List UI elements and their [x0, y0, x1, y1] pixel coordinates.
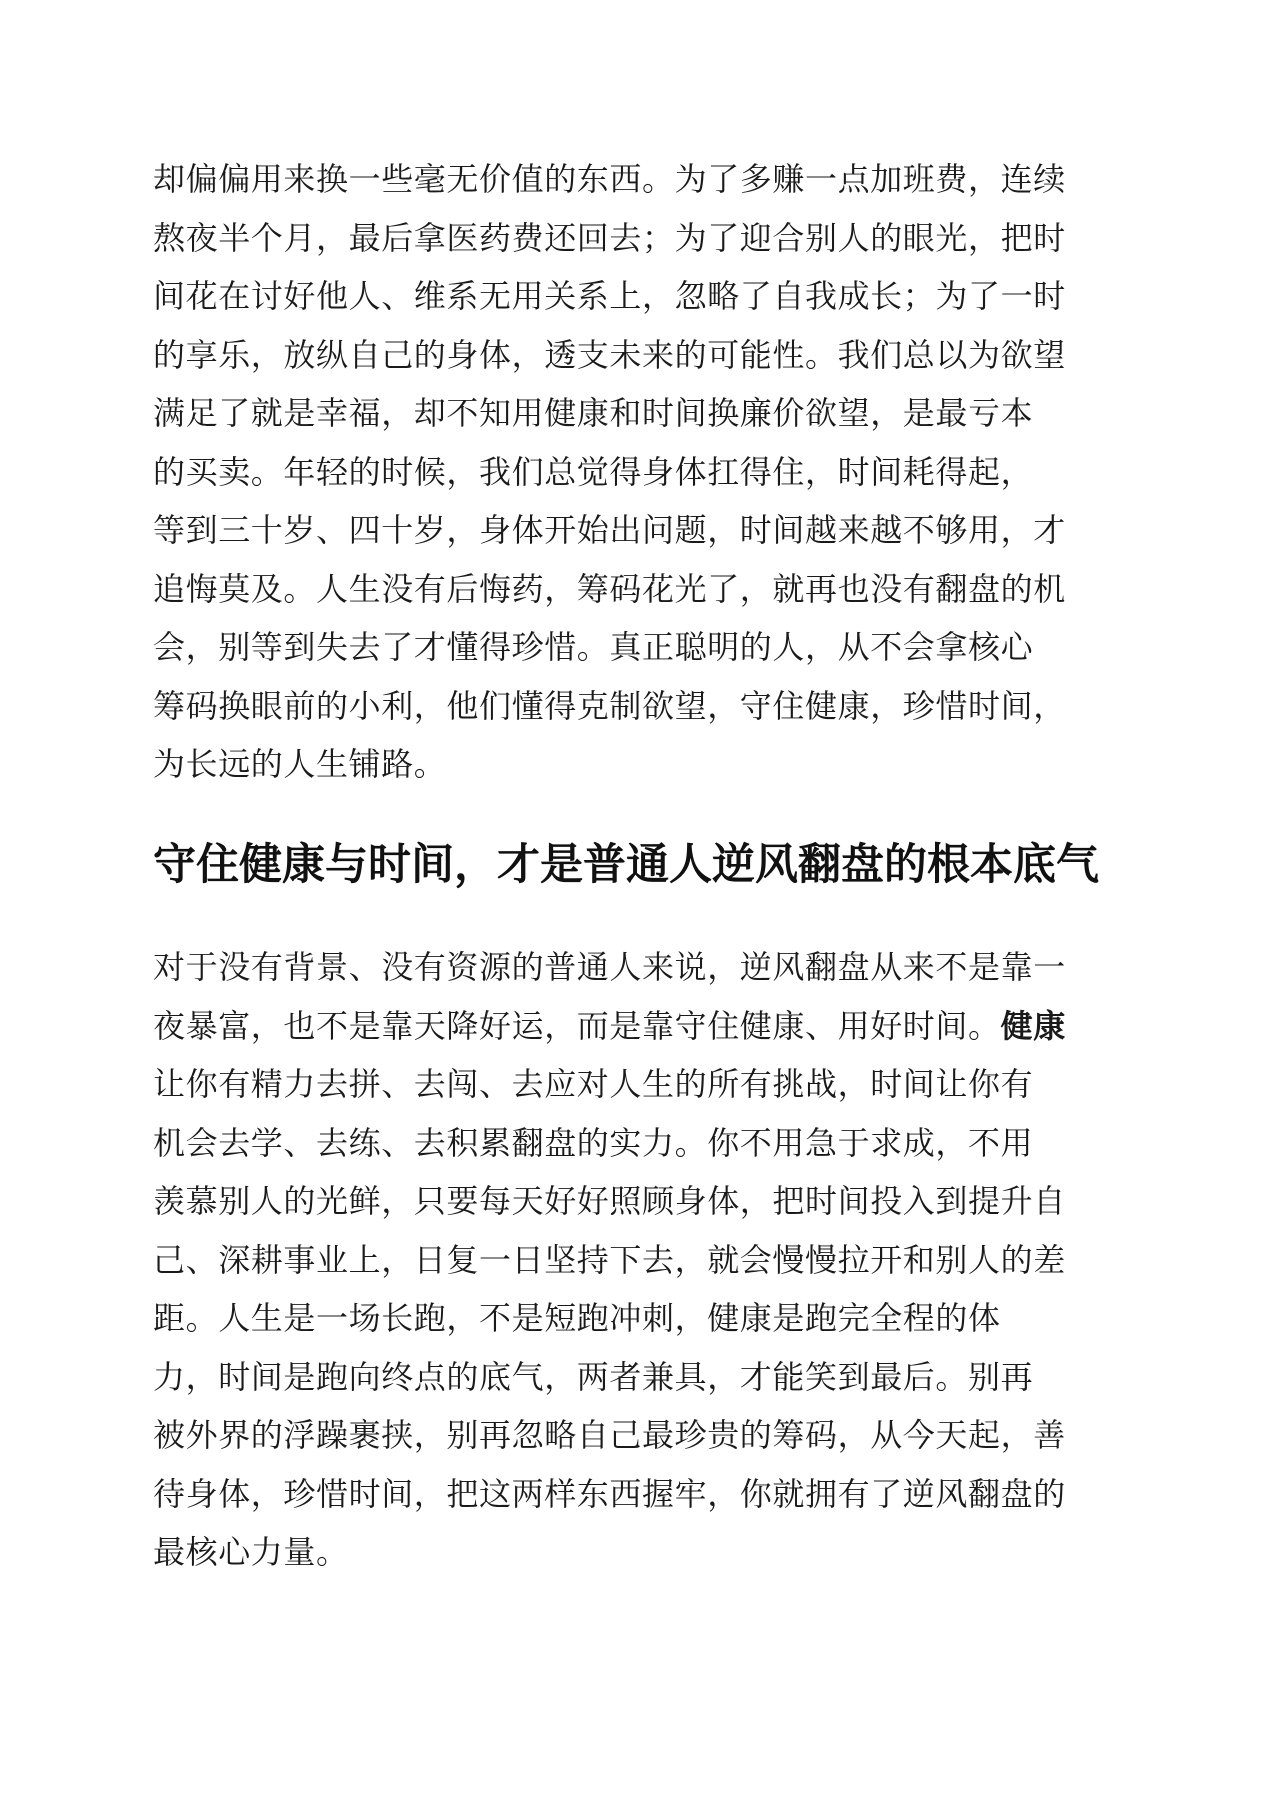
paragraph-line: 被外界的浮躁裹挟，别再忽略自己最珍贵的筹码，从今天起，善 [153, 1416, 1066, 1454]
paragraph-2 [153, 938, 1133, 1582]
paragraph-line: 为长远的人生铺路。 [153, 745, 447, 783]
paragraph-line: 等到三十岁、四十岁，身体开始出问题，时间越来越不够用，才 [153, 511, 1066, 549]
paragraph-line: 追悔莫及。人生没有后悔药，筹码花光了，就再也没有翻盘的机 [153, 569, 1066, 608]
paragraph-line: 间花在讨好他人、维系无用关系上，忽略了自我成长；为了一时 [153, 277, 1066, 315]
paragraph-1 [153, 150, 1133, 794]
paragraph-line: 己、深耕事业上，日复一日坚持下去，就会慢慢拉开和别人的差 [153, 1240, 1066, 1279]
paragraph-line: 力，时间是跑向终点的底气，两者兼具，才能笑到最后。别再 [153, 1357, 1034, 1396]
bold-keyword: 健康 [1000, 1006, 1066, 1045]
paragraph-line: 却偏偏用来换一些毫无价值的东西。为了多赚一点加班费，连续 [153, 160, 1066, 198]
paragraph-line: 对于没有背景、没有资源的普通人来说，逆风翻盘从来不是靠一 [153, 948, 1066, 986]
paragraph-line: 最核心力量。 [153, 1533, 349, 1571]
paragraph-line: 筹码换眼前的小利，他们懂得克制欲望，守住健康，珍惜时间， [153, 686, 1066, 725]
paragraph-line: 距。人生是一场长跑，不是短跑冲刺，健康是跑完全程的体 [153, 1299, 1001, 1337]
paragraph-line: 的享乐，放纵自己的身体，透支未来的可能性。我们总以为欲望 [153, 335, 1066, 374]
paragraph-text: 夜暴富，也不是靠天降好运，而是靠守住健康、用好时间。 [153, 1006, 1001, 1045]
paragraph-line: 待身体，珍惜时间，把这两样东西握牢，你就拥有了逆风翻盘的 [153, 1474, 1066, 1513]
paragraph-line: 让你有精力去拼、去闯、去应对人生的所有挑战，时间让你有 [153, 1065, 1034, 1103]
paragraph-line: 的买卖。年轻的时候，我们总觉得身体扛得住，时间耗得起， [153, 452, 1034, 491]
paragraph-line: 羡慕别人的光鲜，只要每天好好照顾身体，把时间投入到提升自 [153, 1182, 1066, 1220]
paragraph-line: 满足了就是幸福，却不知用健康和时间换廉价欲望，是最亏本 [153, 394, 1034, 432]
section-heading: 守住健康与时间，才是普通人逆风翻盘的根本底气 [153, 840, 1099, 890]
paragraph-line: 熬夜半个月，最后拿医药费还回去；为了迎合别人的眼光，把时 [153, 218, 1066, 257]
paragraph-line: 会，别等到失去了才懂得珍惜。真正聪明的人，从不会拿核心 [153, 628, 1034, 666]
paragraph-line: 机会去学、去练、去积累翻盘的实力。你不用急于求成，不用 [153, 1123, 1034, 1162]
paragraph-line [153, 997, 1133, 1056]
